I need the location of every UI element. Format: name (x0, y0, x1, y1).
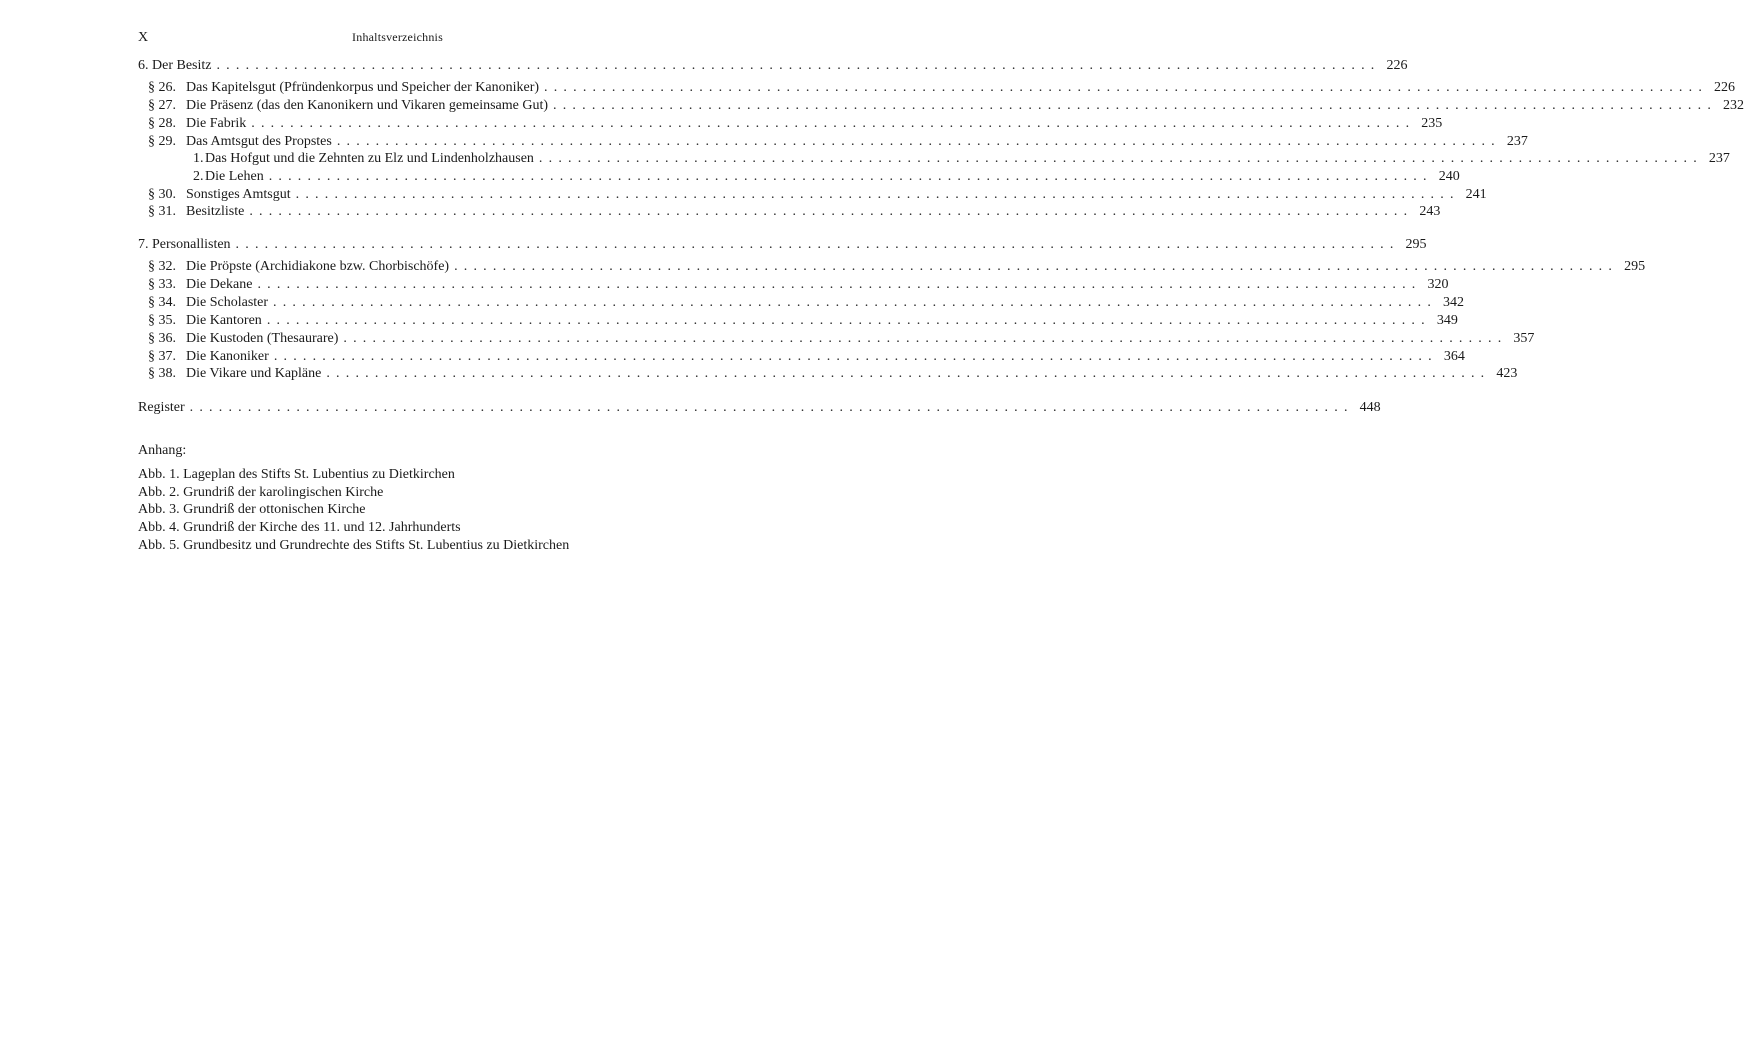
toc-entry-line (148, 186, 1487, 204)
toc-entry-number: § 38. (148, 366, 176, 381)
appendix-item: Abb. 1. Lageplan des Stifts St. Lubentius zu Dietkirchen (138, 467, 455, 482)
toc-entry-title: 6. Der Besitz (138, 58, 212, 73)
toc-entry-line (193, 168, 1460, 186)
toc-entry (138, 294, 1465, 312)
dot-leader: ........................................................................................................................ (454, 259, 1619, 274)
toc-entry-page: 235 (1415, 115, 1442, 133)
toc-entry-page: 237 (1501, 133, 1528, 151)
toc-entry-page: 237 (1703, 150, 1730, 168)
toc-entry-label (193, 150, 539, 168)
toc-entry (138, 97, 1744, 115)
toc-entry-title: Das Amtsgut des Propstes (186, 134, 332, 149)
toc-entry-title: Die Pröpste (Archidiakone bzw. Chorbischöfe) (186, 259, 450, 274)
toc-entry-label (148, 115, 251, 133)
dot-leader: ........................................................................................................................ (257, 277, 1422, 292)
toc-entry (138, 276, 1449, 294)
toc-entry (138, 57, 1408, 75)
dot-leader: ........................................................................................................................ (266, 313, 1431, 328)
appendix-item: Abb. 4. Grundriß der Kirche des 11. und 12. Jahrhunderts (138, 520, 461, 535)
toc-entry-number: § 27. (148, 98, 176, 113)
toc-entry-title: Register (138, 400, 185, 415)
toc-entry-line (148, 365, 1518, 383)
toc-entry-line (138, 399, 1381, 417)
toc-entry-number: § 35. (148, 313, 176, 328)
toc-entry-line (193, 150, 1730, 168)
toc-entry-line (148, 348, 1465, 366)
toc-entry (138, 203, 1441, 221)
dot-leader: ........................................................................................................................ (326, 366, 1491, 381)
toc-entry-page: 349 (1431, 312, 1458, 330)
toc-entry-page: 364 (1438, 348, 1465, 366)
toc-entry-label (138, 399, 190, 417)
toc-entry-title: Die Präsenz (das den Kanonikern und Vikaren gemeinsame Gut) (186, 98, 549, 113)
toc-entry-page: 232 (1717, 97, 1744, 115)
toc-entry (138, 312, 1458, 330)
toc-entry (138, 133, 1528, 151)
toc-entry-line (148, 203, 1441, 221)
toc-entry-number: § 30. (148, 187, 176, 202)
toc-entry-label (148, 330, 343, 348)
appendix-item: Abb. 2. Grundriß der karolingischen Kirche (138, 485, 384, 500)
page-number-roman: X (138, 30, 149, 45)
dot-leader: ........................................................................................................................ (235, 237, 1400, 252)
toc-entry-label (148, 294, 273, 312)
toc-entry-page: 243 (1413, 203, 1440, 221)
toc-entry-label (138, 236, 236, 254)
toc-entry-line (148, 276, 1449, 294)
toc-entry-page: 241 (1460, 186, 1487, 204)
dot-leader: ........................................................................................................................ (251, 116, 1416, 131)
dot-leader: ........................................................................................................................ (544, 80, 1709, 95)
dot-leader: ........................................................................................................................ (268, 169, 1433, 184)
toc-entry-label (148, 365, 326, 383)
running-title: Inhaltsverzeichnis (352, 30, 443, 44)
toc-entry (138, 79, 1736, 97)
toc-entry-page: 342 (1437, 294, 1464, 312)
toc-entry-title: Die Scholaster (186, 295, 269, 310)
toc-entry-title: Die Dekane (186, 277, 253, 292)
toc-entry-line (148, 97, 1744, 115)
toc-entry-number: 2. (193, 169, 204, 184)
toc-entry-label (148, 133, 337, 151)
dot-leader: ........................................................................................................................ (273, 295, 1438, 310)
toc-entry-number: § 26. (148, 80, 176, 95)
toc-entry-label (148, 97, 553, 115)
dot-leader: ........................................................................................................................ (189, 400, 1354, 415)
toc-entry-label (193, 168, 269, 186)
toc-entry-page: 448 (1354, 399, 1381, 417)
appendix-item: Abb. 5. Grundbesitz und Grundrechte des Stifts St. Lubentius zu Dietkirchen (138, 538, 570, 553)
toc-entry-page: 226 (1380, 57, 1407, 75)
page-header (138, 30, 657, 46)
toc-entry (138, 186, 1487, 204)
dot-leader: ........................................................................................................................ (249, 204, 1414, 219)
toc-entry-number: § 32. (148, 259, 176, 274)
toc-entry-page: 295 (1400, 236, 1427, 254)
toc-entry-label (138, 57, 216, 75)
toc-entry-page: 320 (1421, 276, 1448, 294)
toc-entry-page: 357 (1507, 330, 1534, 348)
toc-entry-number: § 36. (148, 331, 176, 346)
toc-entry-number: § 34. (148, 295, 176, 310)
toc-entry-title: Die Kanoniker (186, 349, 269, 364)
toc-entry-number: § 29. (148, 134, 176, 149)
dot-leader: ........................................................................................................................ (273, 349, 1438, 364)
toc-entry-label (148, 186, 296, 204)
toc-entry-title: Die Vikare und Kapläne (186, 366, 322, 381)
toc-entry-title: Das Kapitelsgut (Pfründenkorpus und Speicher der Kanoniker) (186, 80, 540, 95)
toc-entry (138, 150, 1730, 168)
toc-entry-label (148, 312, 267, 330)
toc-entry (138, 236, 1427, 254)
toc-entry-line (148, 312, 1458, 330)
toc-entry-label (148, 79, 544, 97)
toc-entry-line (148, 133, 1528, 151)
toc-entry-line (148, 79, 1736, 97)
toc-entry (138, 348, 1465, 366)
toc-entry-line (138, 57, 1408, 75)
toc-entry-page: 226 (1708, 79, 1735, 97)
dot-leader: ........................................................................................................................ (216, 58, 1381, 73)
toc-entry-label (148, 258, 454, 276)
toc-entry (138, 330, 1535, 348)
toc-entry-title: 7. Personallisten (138, 237, 231, 252)
toc-entry-title: Die Kantoren (186, 313, 262, 328)
appendix-item: Abb. 3. Grundriß der ottonischen Kirche (138, 502, 366, 517)
toc-entry-line (138, 236, 1427, 254)
toc-entry (138, 115, 1443, 133)
toc-entry-number: § 33. (148, 277, 176, 292)
toc-entry-number: § 37. (148, 349, 176, 364)
appendix-heading: Anhang: (138, 443, 187, 458)
toc-entry-title: Die Kustoden (Thesaurare) (186, 331, 339, 346)
toc-entry-line (148, 258, 1646, 276)
toc-entry-number: § 28. (148, 116, 176, 131)
toc-entry-title: Sonstiges Amtsgut (186, 187, 291, 202)
toc-entry-label (148, 203, 249, 221)
toc-entry-line (148, 294, 1465, 312)
toc-entry (138, 168, 1460, 186)
toc-entry-title: Besitzliste (186, 204, 245, 219)
toc-entry-page: 240 (1433, 168, 1460, 186)
dot-leader: ........................................................................................................................ (336, 134, 1501, 149)
toc-entry-label (148, 276, 257, 294)
toc-entry-page: 295 (1618, 258, 1645, 276)
dot-leader: ........................................................................................................................ (538, 151, 1703, 166)
dot-leader: ........................................................................................................................ (553, 98, 1718, 113)
toc-entry-title: Die Lehen (205, 169, 264, 184)
toc-entry-page: 423 (1490, 365, 1517, 383)
toc-entry (138, 399, 1381, 417)
toc-entry-title: Die Fabrik (186, 116, 247, 131)
toc-entry-number: § 31. (148, 204, 176, 219)
dot-leader: ........................................................................................................................ (295, 187, 1460, 202)
dot-leader: ........................................................................................................................ (343, 331, 1508, 346)
toc-entry (138, 365, 1518, 383)
toc-entry-line (148, 330, 1535, 348)
toc-entry (138, 258, 1646, 276)
toc-entry-title: Das Hofgut und die Zehnten zu Elz und Lindenholzhausen (205, 151, 534, 166)
toc-entry-line (148, 115, 1443, 133)
toc-entry-label (148, 348, 274, 366)
toc-entry-number: 1. (193, 151, 204, 166)
